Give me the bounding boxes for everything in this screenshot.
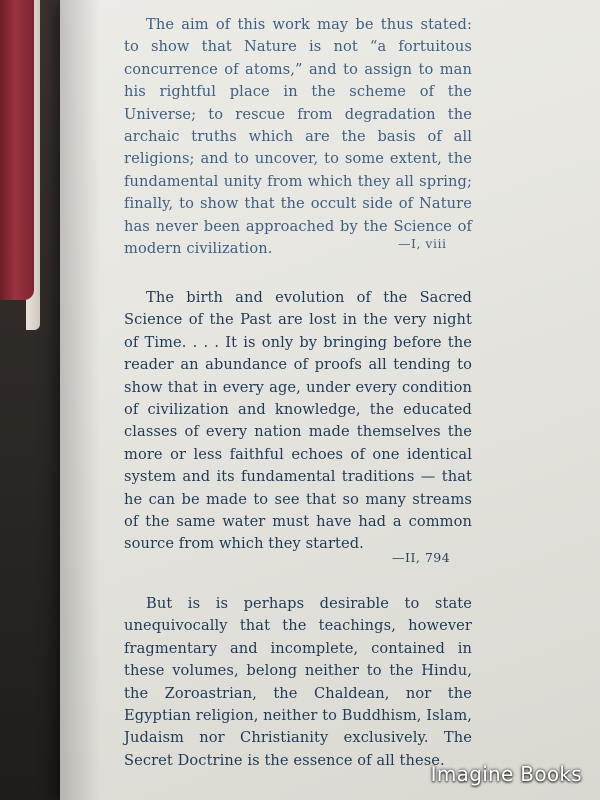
watermark-text: Imagine Books	[430, 762, 582, 786]
page-gutter-shadow	[60, 0, 100, 800]
quote-1-citation: —I, viii	[398, 236, 447, 251]
quote-3-text: But is is perhaps desirable to state unequivocally that the teachings, however fragmentary and incomplete, contained in these volumes, belong neither to the Hindu, the Zoroastrian, the Chaldean, nor the Egyptian religion, neither to Buddhism, Islam, Judaism nor Christianity exclusively. The Secret Doctrine is the essence of all these.	[124, 595, 472, 769]
quote-2-text: The birth and evolution of the Sacred Science of the Past are lost in the very night of Time. . . . It is only by bringing before the reader an abundance of proofs all tending to show that in every age, under every condition of civilization and knowledge, the educated classes of every nation made themselves the more or less faithful echoes of one identical system and its fundamental traditions — that he can be made to see that so many streams of the same water must have had a common source from which they started.	[124, 289, 472, 553]
quote-1-text: The aim of this work may be thus stated: to show that Nature is not “a fortuitous concurrence of atoms,” and to assign to man his rightful place in the scheme of the Universe; to rescue from degradation the archaic truths which are the basis of all religions; and to uncover, to some extent, the fundamental unity from which they all spring; finally, to show that the occult side of Nature has never been approached by the Science of modern civilization.	[124, 16, 472, 258]
quote-2-citation: —II, 794	[392, 550, 451, 565]
quote-2	[124, 287, 472, 556]
quote-3	[124, 593, 472, 772]
quote-1	[124, 14, 472, 260]
red-book-spine	[0, 0, 34, 300]
